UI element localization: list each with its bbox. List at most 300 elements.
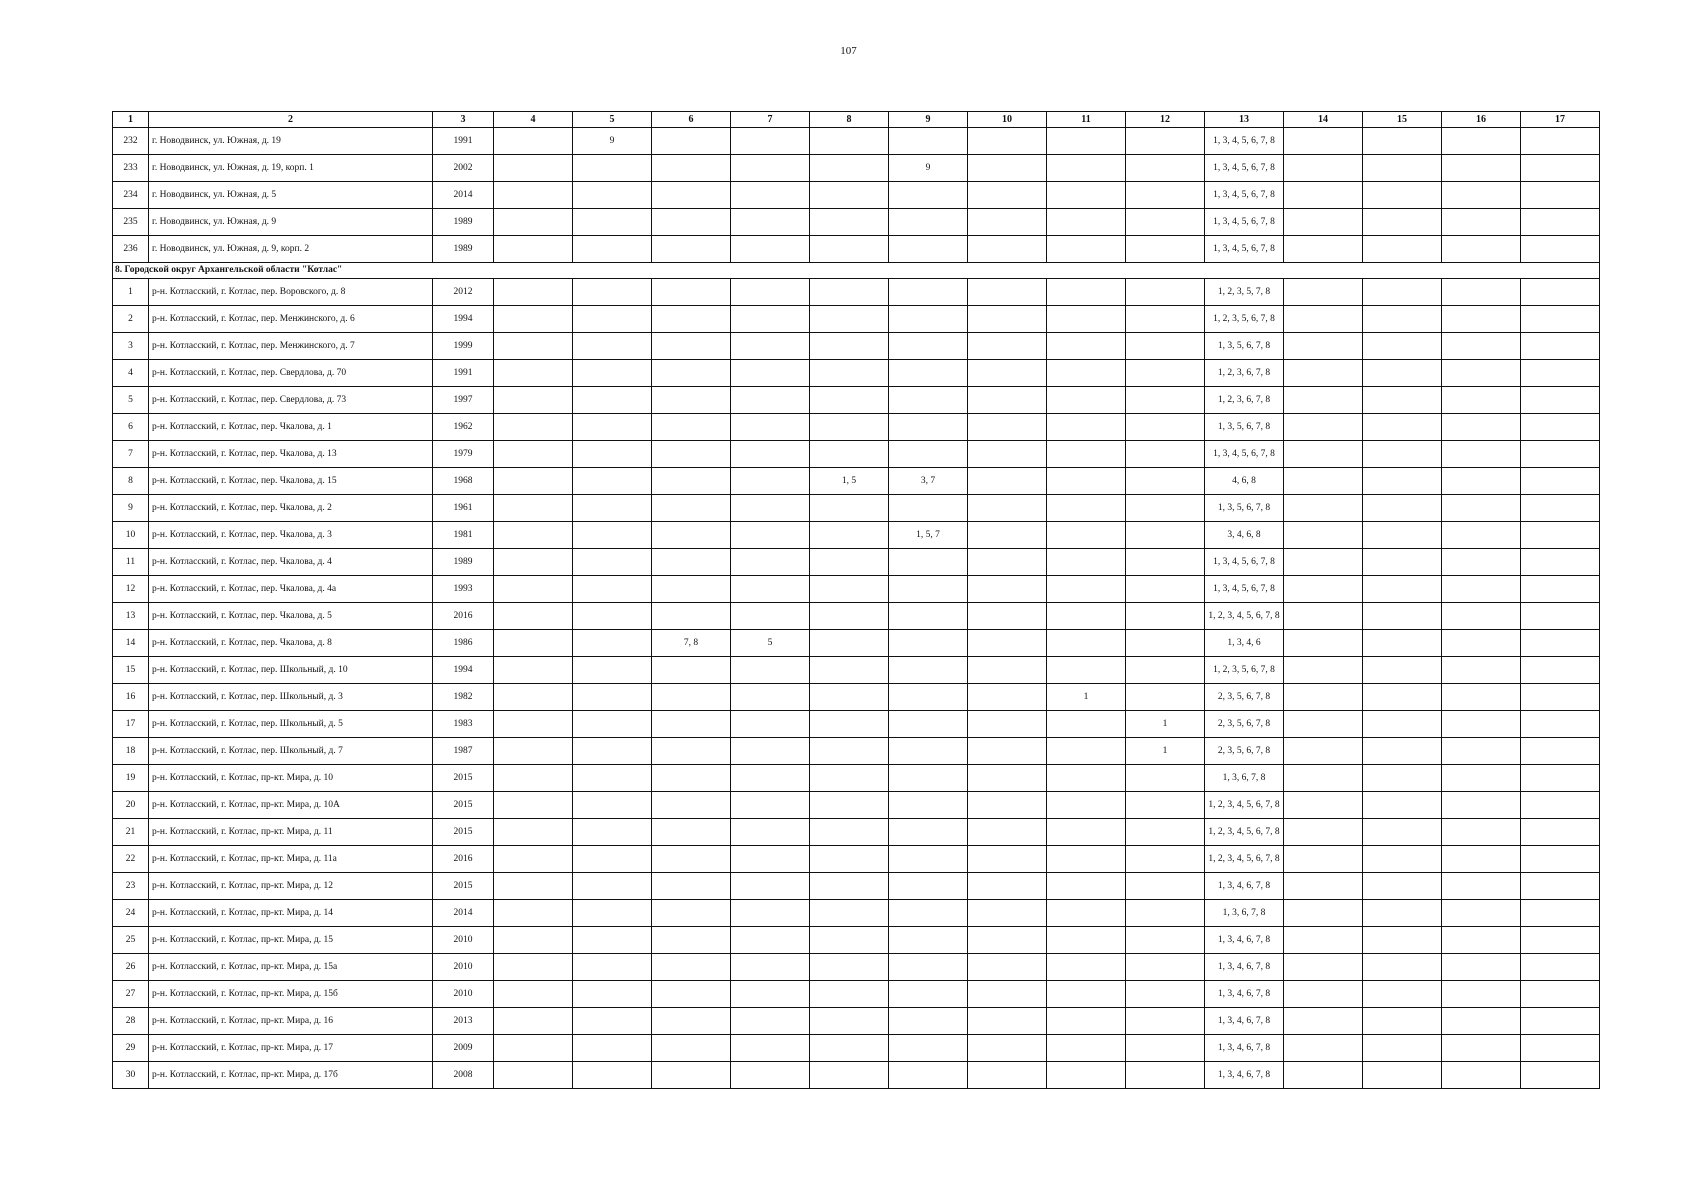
table-cell xyxy=(889,1008,968,1035)
table-cell: 2010 xyxy=(433,981,494,1008)
table-cell xyxy=(1442,711,1521,738)
table-row xyxy=(113,630,1600,657)
table-cell xyxy=(968,738,1047,765)
table-cell xyxy=(810,792,889,819)
table-cell: 9 xyxy=(573,128,652,155)
table-cell: 1, 3, 6, 7, 8 xyxy=(1205,765,1284,792)
table-cell xyxy=(652,981,731,1008)
table-row xyxy=(113,684,1600,711)
table-cell: 9 xyxy=(113,495,149,522)
table-cell: р-н. Котласский, г. Котлас, пр-кт. Мира, д. 14 xyxy=(149,900,433,927)
table-cell xyxy=(968,360,1047,387)
column-header: 17 xyxy=(1521,112,1600,128)
table-cell xyxy=(1126,333,1205,360)
table-cell xyxy=(889,387,968,414)
table-cell xyxy=(573,495,652,522)
table-cell: 3, 7 xyxy=(889,468,968,495)
table-cell xyxy=(731,873,810,900)
table-cell xyxy=(1363,236,1442,263)
table-cell: г. Новодвинск, ул. Южная, д. 9 xyxy=(149,209,433,236)
table-cell xyxy=(889,900,968,927)
table-cell xyxy=(494,495,573,522)
table-cell xyxy=(1442,684,1521,711)
table-cell xyxy=(1363,306,1442,333)
table-cell xyxy=(731,846,810,873)
table-cell xyxy=(810,576,889,603)
table-cell xyxy=(652,603,731,630)
table-cell xyxy=(1521,1008,1600,1035)
table-row xyxy=(113,1062,1600,1089)
table-cell: 3 xyxy=(113,333,149,360)
column-header: 12 xyxy=(1126,112,1205,128)
table-cell xyxy=(1126,792,1205,819)
table-cell xyxy=(1363,1008,1442,1035)
table-cell xyxy=(968,414,1047,441)
table-cell: 2008 xyxy=(433,1062,494,1089)
table-cell: 19 xyxy=(113,765,149,792)
table-cell xyxy=(652,1035,731,1062)
table-cell xyxy=(494,155,573,182)
table-cell: 2010 xyxy=(433,954,494,981)
table-cell xyxy=(652,846,731,873)
table-cell xyxy=(1521,846,1600,873)
table-row xyxy=(113,360,1600,387)
table-cell xyxy=(731,765,810,792)
table-cell xyxy=(573,279,652,306)
table-cell xyxy=(494,684,573,711)
table-cell xyxy=(573,711,652,738)
table-cell xyxy=(652,792,731,819)
table-cell: р-н. Котласский, г. Котлас, пр-кт. Мира, д. 15б xyxy=(149,981,433,1008)
table-cell xyxy=(889,684,968,711)
table-cell xyxy=(1126,981,1205,1008)
table-cell xyxy=(731,155,810,182)
table-cell xyxy=(1047,128,1126,155)
table-cell: 13 xyxy=(113,603,149,630)
table-row xyxy=(113,279,1600,306)
table-cell xyxy=(1047,819,1126,846)
table-cell xyxy=(1363,954,1442,981)
table-cell: 2002 xyxy=(433,155,494,182)
table-cell xyxy=(1126,630,1205,657)
table-cell xyxy=(1521,549,1600,576)
table-row xyxy=(113,576,1600,603)
table-cell: р-н. Котласский, г. Котлас, пр-кт. Мира, д. 11а xyxy=(149,846,433,873)
table-cell xyxy=(494,236,573,263)
table-cell: 1982 xyxy=(433,684,494,711)
table-cell xyxy=(810,738,889,765)
table-cell xyxy=(494,603,573,630)
table-cell xyxy=(1363,182,1442,209)
table-cell xyxy=(1047,495,1126,522)
table-cell xyxy=(889,576,968,603)
table-cell xyxy=(1047,873,1126,900)
table-cell xyxy=(652,155,731,182)
table-cell xyxy=(494,873,573,900)
table-cell xyxy=(1363,684,1442,711)
column-header: 6 xyxy=(652,112,731,128)
table-cell xyxy=(1521,387,1600,414)
table-cell xyxy=(573,333,652,360)
table-cell xyxy=(1126,495,1205,522)
table-cell xyxy=(1442,333,1521,360)
table-row xyxy=(113,306,1600,333)
table-cell xyxy=(1442,155,1521,182)
table-cell: р-н. Котласский, г. Котлас, пер. Чкалова, д. 5 xyxy=(149,603,433,630)
table-cell xyxy=(1126,603,1205,630)
table-cell xyxy=(1521,657,1600,684)
table-cell: 1 xyxy=(1126,738,1205,765)
table-cell: р-н. Котласский, г. Котлас, пр-кт. Мира, д. 12 xyxy=(149,873,433,900)
column-header: 14 xyxy=(1284,112,1363,128)
table-cell: 23 xyxy=(113,873,149,900)
table-cell xyxy=(889,711,968,738)
table-cell: 1, 3, 4, 6, 7, 8 xyxy=(1205,981,1284,1008)
table-cell: 4, 6, 8 xyxy=(1205,468,1284,495)
table-cell xyxy=(1047,846,1126,873)
table-cell xyxy=(731,711,810,738)
table-cell xyxy=(1521,128,1600,155)
table-cell xyxy=(1126,900,1205,927)
table-cell xyxy=(573,954,652,981)
table-cell xyxy=(573,414,652,441)
table-cell xyxy=(652,765,731,792)
table-cell: 29 xyxy=(113,1035,149,1062)
table-cell xyxy=(1521,873,1600,900)
table-cell xyxy=(731,333,810,360)
table-cell xyxy=(810,711,889,738)
table-cell xyxy=(652,522,731,549)
table-cell xyxy=(573,236,652,263)
table-cell: 2013 xyxy=(433,1008,494,1035)
table-cell: 1962 xyxy=(433,414,494,441)
table-cell xyxy=(810,522,889,549)
table-cell xyxy=(1442,603,1521,630)
table-cell xyxy=(1284,333,1363,360)
table-cell xyxy=(889,1035,968,1062)
table-cell: 1, 3, 4, 6, 7, 8 xyxy=(1205,927,1284,954)
table-cell: 1989 xyxy=(433,236,494,263)
table-cell xyxy=(1363,333,1442,360)
table-cell xyxy=(810,414,889,441)
table-cell xyxy=(1521,414,1600,441)
table-cell: 18 xyxy=(113,738,149,765)
table-cell xyxy=(652,657,731,684)
table-cell xyxy=(652,236,731,263)
table-cell xyxy=(1284,1035,1363,1062)
table-cell: 1987 xyxy=(433,738,494,765)
table-cell xyxy=(1047,1035,1126,1062)
table-cell xyxy=(652,182,731,209)
table-cell xyxy=(573,441,652,468)
table-cell xyxy=(1521,792,1600,819)
table-cell xyxy=(968,333,1047,360)
table-cell xyxy=(1126,522,1205,549)
table-row xyxy=(113,765,1600,792)
table-cell xyxy=(968,279,1047,306)
table-cell: 1994 xyxy=(433,306,494,333)
table-row xyxy=(113,1035,1600,1062)
table-cell xyxy=(1521,900,1600,927)
table-cell xyxy=(1126,1062,1205,1089)
table-cell xyxy=(1521,1035,1600,1062)
table-cell: 2, 3, 5, 6, 7, 8 xyxy=(1205,711,1284,738)
table-cell: 24 xyxy=(113,900,149,927)
table-cell: р-н. Котласский, г. Котлас, пер. Свердлова, д. 70 xyxy=(149,360,433,387)
table-cell xyxy=(889,765,968,792)
section-title: 8. Городской округ Архангельской области "Котлас" xyxy=(113,263,1600,279)
table-cell xyxy=(889,128,968,155)
table-cell xyxy=(968,711,1047,738)
table-cell xyxy=(1363,846,1442,873)
table-cell: 22 xyxy=(113,846,149,873)
table-cell xyxy=(494,468,573,495)
table-cell xyxy=(1047,414,1126,441)
table-cell xyxy=(1047,765,1126,792)
table-cell xyxy=(573,630,652,657)
table-cell xyxy=(1442,819,1521,846)
table-cell xyxy=(1047,981,1126,1008)
table-cell xyxy=(810,1062,889,1089)
column-header: 15 xyxy=(1363,112,1442,128)
table-cell xyxy=(652,279,731,306)
table-cell xyxy=(1047,1008,1126,1035)
table-cell xyxy=(1126,236,1205,263)
table-cell xyxy=(1126,657,1205,684)
table-cell xyxy=(731,522,810,549)
table-cell xyxy=(1126,414,1205,441)
table-cell xyxy=(1521,981,1600,1008)
table-cell xyxy=(810,155,889,182)
table-cell: 1, 3, 4, 6, 7, 8 xyxy=(1205,873,1284,900)
table-cell xyxy=(889,279,968,306)
table-cell: 5 xyxy=(113,387,149,414)
table-cell xyxy=(1521,603,1600,630)
table-cell: 1, 3, 5, 6, 7, 8 xyxy=(1205,414,1284,441)
table-cell xyxy=(968,900,1047,927)
table-cell xyxy=(1521,819,1600,846)
table-cell xyxy=(731,684,810,711)
table-cell xyxy=(494,630,573,657)
table-cell: 1, 3, 4, 5, 6, 7, 8 xyxy=(1205,576,1284,603)
table-cell xyxy=(1126,576,1205,603)
table-cell xyxy=(1126,765,1205,792)
table-cell xyxy=(889,954,968,981)
table-cell xyxy=(1284,414,1363,441)
table-cell xyxy=(494,819,573,846)
table-cell xyxy=(1521,306,1600,333)
table-cell: 17 xyxy=(113,711,149,738)
table-row xyxy=(113,495,1600,522)
table-cell: 1991 xyxy=(433,128,494,155)
table-cell xyxy=(1442,981,1521,1008)
table-cell xyxy=(652,900,731,927)
table-cell: р-н. Котласский, г. Котлас, пер. Чкалова, д. 1 xyxy=(149,414,433,441)
table-cell xyxy=(1363,981,1442,1008)
table-cell xyxy=(1442,765,1521,792)
table-cell xyxy=(494,846,573,873)
table-cell xyxy=(1363,209,1442,236)
table-cell xyxy=(889,819,968,846)
table-cell xyxy=(731,414,810,441)
table-cell: р-н. Котласский, г. Котлас, пер. Чкалова, д. 15 xyxy=(149,468,433,495)
table-cell xyxy=(1126,846,1205,873)
table-cell xyxy=(889,981,968,1008)
table-cell: 1, 3, 4, 6, 7, 8 xyxy=(1205,954,1284,981)
table-cell xyxy=(1363,738,1442,765)
table-cell xyxy=(810,128,889,155)
table-cell xyxy=(889,333,968,360)
table-cell xyxy=(1047,738,1126,765)
table-cell xyxy=(494,522,573,549)
table-cell xyxy=(968,873,1047,900)
table-cell: 1, 3, 4, 5, 6, 7, 8 xyxy=(1205,182,1284,209)
table-cell: 26 xyxy=(113,954,149,981)
table-cell: 15 xyxy=(113,657,149,684)
table-cell: 1, 2, 3, 6, 7, 8 xyxy=(1205,387,1284,414)
table-cell xyxy=(1521,468,1600,495)
table-cell: р-н. Котласский, г. Котлас, пр-кт. Мира, д. 17 xyxy=(149,1035,433,1062)
table-cell xyxy=(889,360,968,387)
table-cell xyxy=(968,306,1047,333)
table-cell xyxy=(573,468,652,495)
table-cell: 1, 3, 4, 6, 7, 8 xyxy=(1205,1035,1284,1062)
table-cell xyxy=(1284,1062,1363,1089)
table-cell: 1, 2, 3, 4, 5, 6, 7, 8 xyxy=(1205,819,1284,846)
table-cell xyxy=(1521,360,1600,387)
table-cell xyxy=(1284,846,1363,873)
table-cell xyxy=(652,576,731,603)
table-row xyxy=(113,414,1600,441)
table-cell: 27 xyxy=(113,981,149,1008)
table-cell: 1994 xyxy=(433,657,494,684)
table-cell: 1, 3, 5, 6, 7, 8 xyxy=(1205,333,1284,360)
table-cell xyxy=(1442,414,1521,441)
table-cell: 10 xyxy=(113,522,149,549)
table-row xyxy=(113,603,1600,630)
table-cell: 1, 3, 4, 5, 6, 7, 8 xyxy=(1205,128,1284,155)
column-header: 1 xyxy=(113,112,149,128)
table-cell: р-н. Котласский, г. Котлас, пр-кт. Мира, д. 11 xyxy=(149,819,433,846)
table-cell: 1, 3, 4, 6, 7, 8 xyxy=(1205,1008,1284,1035)
table-cell xyxy=(1284,155,1363,182)
column-header: 16 xyxy=(1442,112,1521,128)
table-cell xyxy=(731,900,810,927)
table-cell xyxy=(1363,1035,1442,1062)
table-cell xyxy=(889,738,968,765)
table-cell xyxy=(731,603,810,630)
table-cell xyxy=(1442,1062,1521,1089)
table-cell xyxy=(494,927,573,954)
table-cell xyxy=(968,927,1047,954)
table-cell xyxy=(652,954,731,981)
table-cell xyxy=(1284,387,1363,414)
table-row xyxy=(113,819,1600,846)
table-cell: 4 xyxy=(113,360,149,387)
table-cell xyxy=(1047,279,1126,306)
table-cell xyxy=(731,792,810,819)
table-cell: 1, 3, 4, 5, 6, 7, 8 xyxy=(1205,441,1284,468)
table-cell xyxy=(494,765,573,792)
table-cell: р-н. Котласский, г. Котлас, пер. Чкалова, д. 2 xyxy=(149,495,433,522)
table-cell xyxy=(1047,182,1126,209)
table-cell: 1961 xyxy=(433,495,494,522)
table-cell xyxy=(1284,684,1363,711)
table-cell: 1979 xyxy=(433,441,494,468)
table-cell xyxy=(573,738,652,765)
table-cell xyxy=(1284,1008,1363,1035)
table-row xyxy=(113,182,1600,209)
table-cell: р-н. Котласский, г. Котлас, пр-кт. Мира, д. 17б xyxy=(149,1062,433,1089)
table-cell: 1997 xyxy=(433,387,494,414)
table-cell xyxy=(810,360,889,387)
table-row xyxy=(113,441,1600,468)
table-cell xyxy=(573,1062,652,1089)
table-cell xyxy=(494,1062,573,1089)
table-cell xyxy=(1284,792,1363,819)
table-cell: 1989 xyxy=(433,549,494,576)
table-cell xyxy=(652,873,731,900)
table-cell xyxy=(968,819,1047,846)
table-cell xyxy=(1284,522,1363,549)
table-cell xyxy=(889,603,968,630)
table-cell xyxy=(1126,306,1205,333)
table-cell xyxy=(652,927,731,954)
table-cell xyxy=(1284,279,1363,306)
table-cell xyxy=(1047,792,1126,819)
table-cell xyxy=(968,236,1047,263)
table-cell xyxy=(731,576,810,603)
table-cell: 2014 xyxy=(433,182,494,209)
table-cell xyxy=(1126,441,1205,468)
table-cell xyxy=(1284,765,1363,792)
table-cell xyxy=(1126,128,1205,155)
table-row xyxy=(113,981,1600,1008)
table-cell xyxy=(968,603,1047,630)
table-cell xyxy=(1126,549,1205,576)
table-cell xyxy=(573,387,652,414)
table-cell xyxy=(731,1008,810,1035)
table-cell xyxy=(889,549,968,576)
table-cell xyxy=(1442,441,1521,468)
table-cell xyxy=(731,128,810,155)
table-cell xyxy=(810,981,889,1008)
table-cell: 1, 2, 3, 5, 7, 8 xyxy=(1205,279,1284,306)
table-cell xyxy=(810,819,889,846)
table-cell xyxy=(968,576,1047,603)
table-cell: 1, 2, 3, 6, 7, 8 xyxy=(1205,360,1284,387)
table-cell: р-н. Котласский, г. Котлас, пер. Школьный, д. 5 xyxy=(149,711,433,738)
table-cell xyxy=(494,792,573,819)
table-cell xyxy=(652,819,731,846)
table-cell xyxy=(1363,414,1442,441)
table-cell xyxy=(810,603,889,630)
table-cell xyxy=(968,954,1047,981)
table-cell xyxy=(1442,927,1521,954)
table-cell: 1, 3, 5, 6, 7, 8 xyxy=(1205,495,1284,522)
table-cell xyxy=(1047,954,1126,981)
table-row xyxy=(113,468,1600,495)
table-cell xyxy=(1284,549,1363,576)
table-cell xyxy=(889,657,968,684)
table-cell xyxy=(652,360,731,387)
table-cell xyxy=(731,209,810,236)
table-cell xyxy=(889,441,968,468)
table-cell: 2 xyxy=(113,306,149,333)
table-cell xyxy=(494,1008,573,1035)
table-cell: 2015 xyxy=(433,765,494,792)
table-cell xyxy=(573,657,652,684)
